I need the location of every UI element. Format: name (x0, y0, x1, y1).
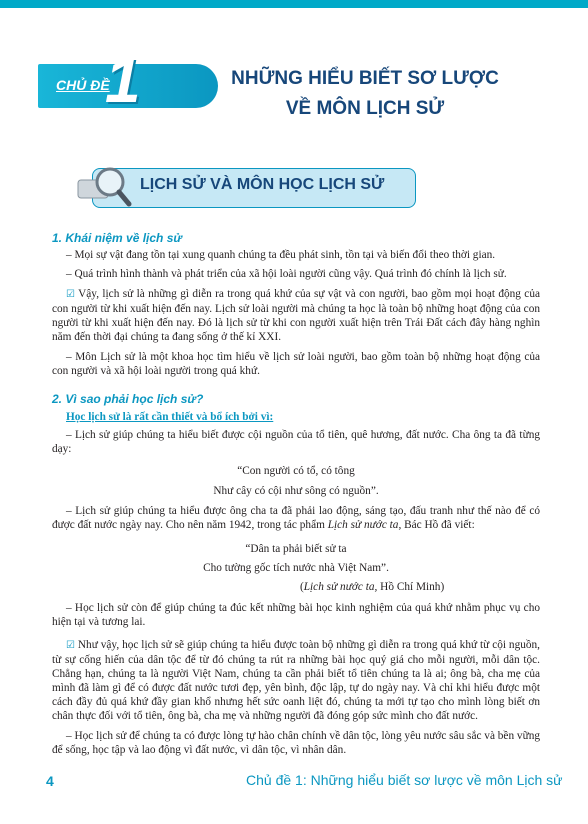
source-open: ( (300, 581, 304, 593)
subheading (52, 410, 540, 424)
quote-2-line-1: “Dân ta phải biết sử ta (245, 543, 347, 555)
paragraph-6-text-a: – Lịch sử giúp chúng ta hiểu được ông cha ta đã phải lao động, sáng tạo, đấu tranh như thế nào để có được đất nước ngày nay. Cho nên năm 1942, trong tác phẩm (52, 505, 540, 531)
quote-1-line-2: Như cây có cội như sông có nguồn”. (213, 485, 379, 497)
quote-1-line-1: “Con người có tổ, có tông (237, 465, 355, 477)
quote-2-source (300, 580, 540, 594)
paragraph-6 (52, 504, 540, 532)
chapter-number: 1 (105, 44, 141, 116)
paragraph-1: – Mọi sự vật đang tồn tại xung quanh chúng ta đều phát sinh, tồn tại và biến đổi theo thời gian. (66, 249, 496, 261)
book-title: Lịch sử nước ta, (327, 519, 402, 531)
paragraph-9: – Học lịch sử để chúng ta có được lòng tự hào chân chính về dân tộc, lòng yêu nước sâu sắc và bền vững để sống, học tập và lao động vì đất nước, vì dân tộc, vì nhân dân. (52, 730, 540, 756)
checkbox-icon-2: ☑ (66, 640, 75, 651)
top-bar (0, 0, 588, 8)
chapter-title-line1: NHỮNG HIỂU BIẾT SƠ LƯỢC (231, 68, 499, 89)
quote-2-line-2: Cho tường gốc tích nước nhà Việt Nam”. (203, 562, 389, 574)
magnifier-icon (74, 162, 132, 210)
paragraph-4: – Môn Lịch sử là một khoa học tìm hiểu về lịch sử loài người, bao gồm toàn bộ những hoạt động của con người và xã hội loài người trong quá khứ. (52, 351, 540, 377)
paragraph-7: – Học lịch sử còn để giúp chúng ta đúc kết những bài học kinh nghiệm của quá khứ nhằm phục vụ cho hiện tại và tương lai. (52, 602, 540, 628)
source-title: Lịch sử nước ta, (303, 581, 378, 593)
checkbox-icon: ☑ (66, 289, 75, 300)
paragraph-3-text: Vậy, lịch sử là những gì diễn ra trong quá khứ của sự vật và con người, bao gồm mọi hoạt động của con người từ khi xuất hiện đến nay. Lịch sử loài người mà chúng ta học là toàn bộ những hoạt động của con người từ khi xuất hiện đến nay. Đó là lịch sử từ khi con người xuất hiện trên Trái Đất cách đây hàng nghìn năm đến thời đại chúng ta đang sống ở thế kỉ XXI. (52, 288, 540, 343)
paragraph-6-text-c: Bác Hồ đã viết: (401, 519, 475, 531)
subheading-text: Học lịch sử là rất cần thiết và bổ ích bởi vì: (66, 411, 274, 423)
paragraph-8 (52, 638, 540, 723)
section-title: LỊCH SỬ VÀ MÔN HỌC LỊCH SỬ (140, 176, 385, 193)
chapter-label: CHỦ ĐỀ (56, 77, 110, 93)
paragraph-5: – Lịch sử giúp chúng ta hiểu biết được cội nguồn của tổ tiên, quê hương, đất nước. Cha ông ta đã từng dạy: (52, 429, 540, 455)
source-author: Hồ Chí Minh) (377, 581, 445, 593)
heading-2: 2. Vì sao phải học lịch sử? (52, 392, 204, 406)
chapter-title-line2: VỀ MÔN LỊCH SỬ (285, 98, 445, 119)
paragraph-8-text: Như vậy, học lịch sử sẽ giúp chúng ta hiểu được toàn bộ những gì diễn ra trong quá khứ từ cội nguồn, từ sự cống hiến của dân tộc để từ đó chúng ta rút ra những bài học quý giá cho mỗi người, mỗi dân tộc. Chẳng hạn, chúng ta là người Việt Nam, chúng ta cần phải biết tổ tiên chúng ta là ai; ông bà, cha mẹ của mình đã làm gì để có được đất nước tươi đẹp, yên bình, độc lập, tự do ngày nay. Và chỉ khi hiểu được một cách đầy đủ quá khứ đầy gian khổ nhưng hết sức oanh liệt đó, chúng ta mới tự tạo cho mình lòng biết ơn chân thực đối với tổ tiên, ông bà, cha mẹ và những người đã đóng góp sức mình cho đất nước. (52, 639, 540, 722)
paragraph-2: – Quá trình hình thành và phát triển của xã hội loài người cũng vậy. Quá trình đó chính là lịch sử. (66, 268, 507, 280)
chapter-title (200, 64, 530, 124)
page-number: 4 (46, 773, 54, 789)
paragraph-3 (52, 287, 540, 344)
heading-1: 1. Khái niệm về lịch sử (52, 231, 182, 245)
footer-text: Chủ đề 1: Những hiểu biết sơ lược về môn Lịch sử (246, 772, 563, 788)
